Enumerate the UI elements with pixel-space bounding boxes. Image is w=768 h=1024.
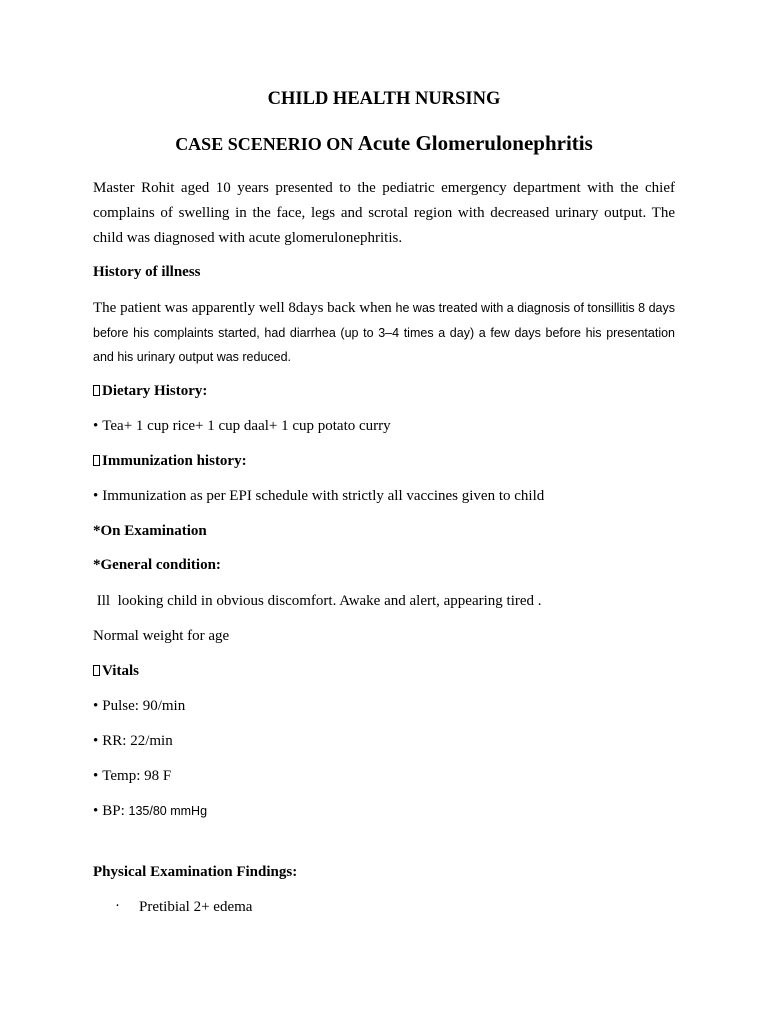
vital-rr-text: RR: 22/min <box>102 733 173 749</box>
checkbox-glyph-icon <box>93 665 100 676</box>
dietary-item <box>93 418 391 435</box>
dietary-item-text: Tea+ 1 cup rice+ 1 cup daal+ 1 cup potato curry <box>102 418 391 434</box>
immunization-item <box>93 488 544 505</box>
general-text: Ill looking child in obvious discomfort. Awake and alert, appearing tired . <box>93 593 542 609</box>
vitals-heading <box>93 663 139 680</box>
case-title-condition: Acute Glomerulonephritis <box>357 131 593 155</box>
vital-rr <box>93 733 173 750</box>
dietary-heading <box>93 383 207 400</box>
vital-bp-label: BP: <box>102 803 129 819</box>
physical-item: Pretibial 2+ edema <box>139 899 253 915</box>
bullet-icon: • <box>93 698 99 714</box>
physical-heading: Physical Examination Findings: <box>93 864 298 880</box>
history-paragraph <box>93 296 675 370</box>
case-title-prefix: CASE SCENERIO ON <box>175 134 358 154</box>
history-text-rest: he was treated with a diagnosis of tonsillitis 8 days before his complaints started, had diarrhea (up to 3–4 times a day) a few days before his presentation and his urinary output was reduced. <box>93 301 675 364</box>
vital-temp-text: Temp: 98 F <box>102 768 172 784</box>
bullet-icon: • <box>93 418 99 434</box>
case-title <box>0 131 768 156</box>
bullet-icon: • <box>93 733 99 749</box>
vital-pulse-text: Pulse: 90/min <box>102 698 186 714</box>
bullet-icon: • <box>93 488 99 504</box>
vital-temp <box>93 768 171 785</box>
bullet-icon: • <box>93 768 99 784</box>
bullet-icon: • <box>93 803 99 819</box>
general-heading: *General condition: <box>93 557 221 573</box>
checkbox-glyph-icon <box>93 385 100 396</box>
sub-bullet-icon: · <box>115 898 120 914</box>
checkbox-glyph-icon <box>93 455 100 466</box>
weight-text: Normal weight for age <box>93 628 230 644</box>
immunization-heading <box>93 453 247 470</box>
intro-paragraph: Master Rohit aged 10 years presented to the pediatric emergency department with the chief complains of swelling in the face, legs and scrotal region with decreased urinary output. The child was diagnosed with acute glomerulonephritis. <box>93 180 675 246</box>
document-title: CHILD HEALTH NURSING <box>267 89 501 109</box>
exam-heading: *On Examination <box>93 523 207 539</box>
history-text-start: The patient was apparently well 8days back when <box>93 300 396 316</box>
vital-bp <box>93 803 207 820</box>
vitals-heading-label: Vitals <box>102 663 139 679</box>
vital-pulse <box>93 698 185 715</box>
immunization-item-text: Immunization as per EPI schedule with strictly all vaccines given to child <box>102 488 545 504</box>
vital-bp-value: 135/80 mmHg <box>128 804 208 818</box>
history-heading: History of illness <box>93 264 201 280</box>
dietary-heading-label: Dietary History: <box>102 383 208 399</box>
immunization-heading-label: Immunization history: <box>102 453 247 469</box>
